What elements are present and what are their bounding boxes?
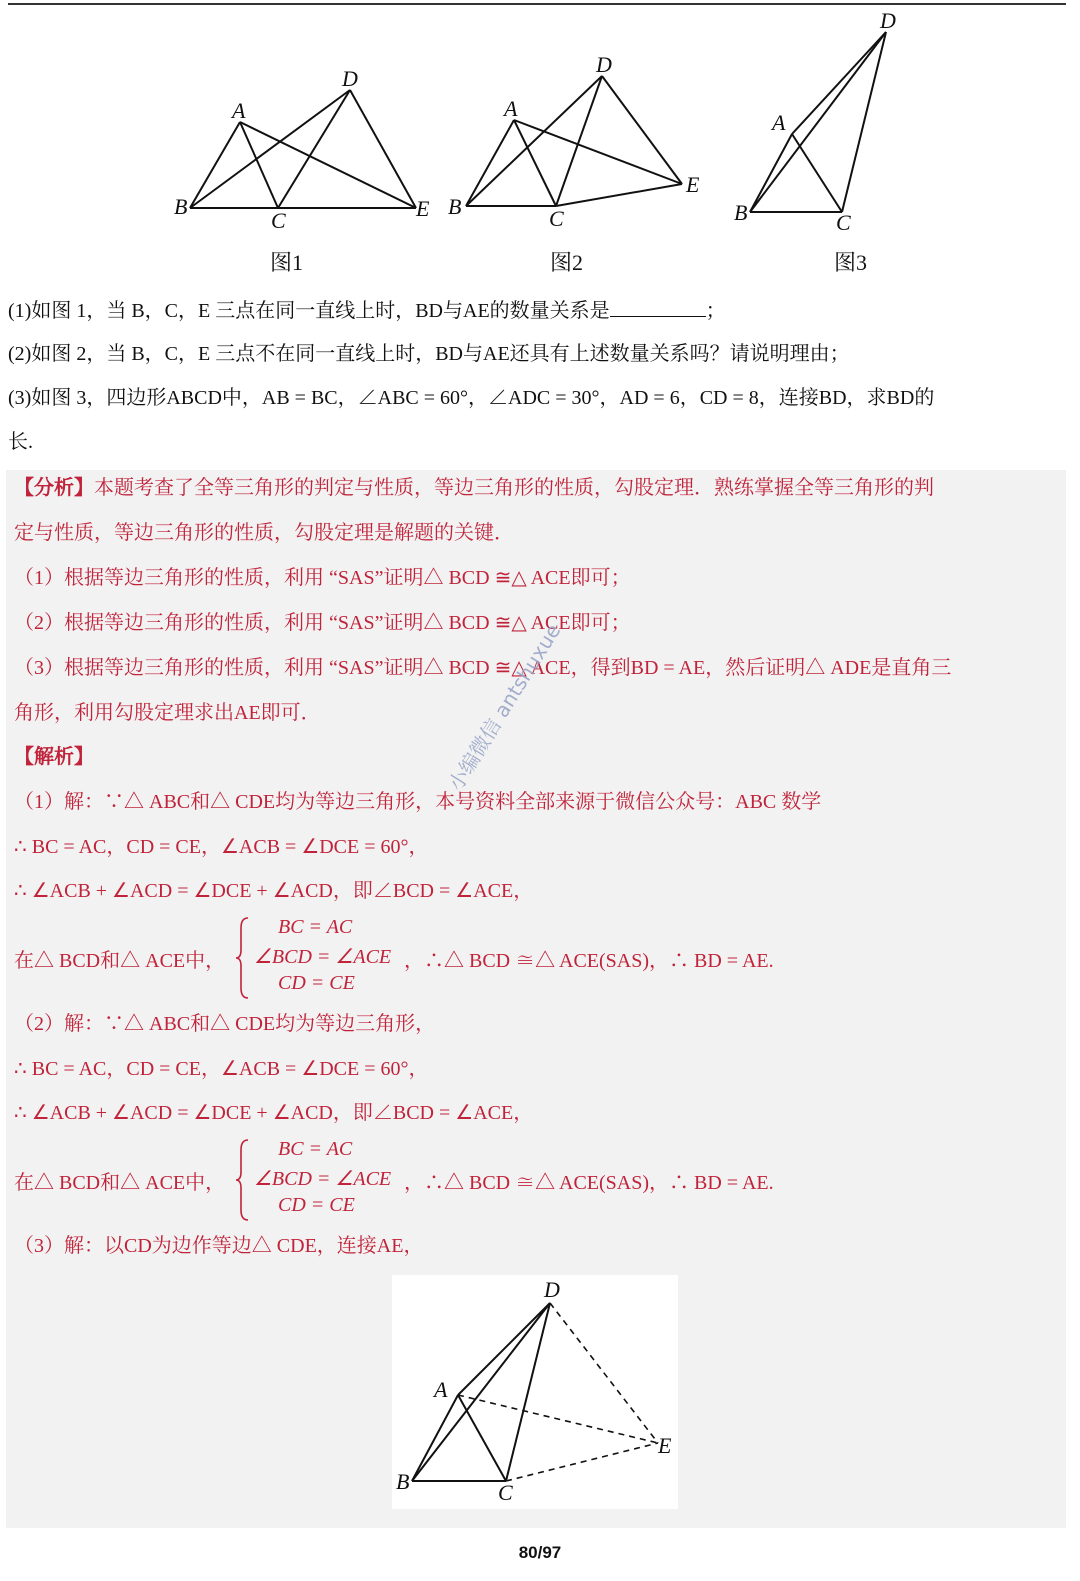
fig1-label-e: E — [416, 196, 430, 221]
figure-3-diagram — [730, 6, 910, 236]
fig2-label-e: E — [686, 172, 700, 197]
sol-label-c: C — [498, 1480, 513, 1505]
fig2-label-b: B — [448, 194, 462, 219]
solution-2-line-1: （2）解：∵△ ABC和△ CDE均为等边三角形， — [14, 1013, 436, 1035]
solution-2-line-2: ∴ BC = AC，CD = CE，∠ACB = ∠DCE = 60°， — [14, 1058, 429, 1080]
left-brace-icon — [236, 916, 250, 1000]
analysis-line-4: （2）根据等边三角形的性质，利用 “SAS”证明△ BCD ≅△ ACE即可； — [14, 612, 631, 634]
fig1-label-b: B — [174, 194, 188, 219]
solution-1-line-2: ∴ BC = AC，CD = CE，∠ACB = ∠DCE = 60°， — [14, 836, 429, 858]
question-2: (2)如图 2，当 B，C，E 三点不在同一直线上时，BD与AE还具有上述数量关系吗？请说明理由； — [8, 343, 850, 365]
solution-1-system-conclusion: ，∴△ BCD ≅△ ACE(SAS)，∴ BD = AE. — [404, 950, 774, 972]
analysis-line-2: 定与性质，等边三角形的性质，勾股定理是解题的关键． — [14, 522, 514, 544]
page-number: 80/97 — [518, 1543, 562, 1562]
sol-label-b: B — [396, 1469, 410, 1494]
solution-1-system-prefix: 在△ BCD和△ ACE中， — [14, 950, 226, 972]
figure-2 — [446, 50, 716, 240]
answer-blank — [610, 296, 706, 317]
fig3-label-a: A — [772, 110, 786, 135]
solution-2-eq-3: CD = CE — [278, 1194, 355, 1216]
figure-1 — [170, 60, 440, 240]
question-3-line-1: (3)如图 3，四边形ABCD中，AB = BC，∠ABC = 60°，∠ADC = 30°，AD = 6，CD = 8，连接BD，求BD的 — [8, 387, 935, 409]
fig3-label-b: B — [734, 200, 748, 225]
solution-2-system — [14, 1138, 814, 1222]
solution-1-line-3: ∴ ∠ACB + ∠ACD = ∠DCE + ∠ACD，即∠BCD = ∠ACE， — [14, 880, 534, 902]
solution-1-eq-1: BC = AC — [278, 916, 353, 938]
sol-label-e: E — [658, 1433, 672, 1458]
analysis-heading: 【分析】 — [14, 477, 94, 499]
fig2-label-d: D — [596, 52, 612, 77]
figure-3-caption: 图3 — [834, 250, 868, 275]
figure-1-diagram — [170, 60, 440, 240]
watermark: 小编微信 antshuxue — [443, 619, 566, 795]
solution-2-line-3: ∴ ∠ACB + ∠ACD = ∠DCE + ∠ACD，即∠BCD = ∠ACE， — [14, 1102, 534, 1124]
question-1-text: (1)如图 1，当 B，C，E 三点在同一直线上时，BD与AE的数量关系是 — [8, 300, 610, 322]
solution-3-line-1: （3）解：以CD为边作等边△ CDE，连接AE， — [14, 1235, 424, 1257]
sol-label-d: D — [544, 1277, 560, 1302]
solution-1-eq-2: ∠BCD = ∠ACE — [254, 946, 392, 968]
fig3-label-d: D — [880, 8, 896, 33]
analysis-line-6: 角形，利用勾股定理求出AE即可． — [14, 702, 321, 724]
question-3-line-2: 长. — [8, 431, 33, 453]
fig1-label-a: A — [232, 98, 246, 123]
question-1 — [8, 296, 1060, 325]
left-brace-icon — [236, 1138, 250, 1222]
sol-label-a: A — [434, 1377, 448, 1402]
solution-2-eq-1: BC = AC — [278, 1138, 353, 1160]
analysis-line-3: （1）根据等边三角形的性质，利用 “SAS”证明△ BCD ≅△ ACE即可； — [14, 567, 631, 589]
figure-2-diagram — [446, 50, 716, 240]
solution-2-system-prefix: 在△ BCD和△ ACE中， — [14, 1172, 226, 1194]
fig1-label-c: C — [271, 208, 286, 233]
figure-3 — [730, 6, 910, 236]
fig1-label-d: D — [342, 66, 358, 91]
solution-1-system — [14, 916, 814, 1000]
top-rule — [8, 3, 1066, 5]
fig2-label-c: C — [549, 206, 564, 231]
fig3-label-c: C — [836, 210, 851, 235]
figure-2-caption: 图2 — [550, 250, 584, 275]
solution-2-eq-2: ∠BCD = ∠ACE — [254, 1168, 392, 1190]
analysis-line-5: （3）根据等边三角形的性质，利用 “SAS”证明△ BCD ≅△ ACE，得到BD = AE，然后证明△ ADE是直角三 — [14, 657, 952, 679]
analysis-text-1: 本题考查了全等三角形的判定与性质，等边三角形的性质，勾股定理．熟练掌握全等三角形的判 — [94, 477, 934, 499]
solution-2-system-conclusion: ，∴△ BCD ≅△ ACE(SAS)，∴ BD = AE. — [404, 1172, 774, 1194]
solution-figure-diagram — [392, 1275, 678, 1509]
analysis-line-1 — [14, 474, 934, 502]
solution-heading: 【解析】 — [14, 746, 94, 768]
fig2-label-a: A — [504, 96, 518, 121]
figure-1-caption: 图1 — [270, 250, 304, 275]
solution-1-eq-3: CD = CE — [278, 972, 355, 994]
solution-1-line-1: （1）解：∵△ ABC和△ CDE均为等边三角形，本号资料全部来源于微信公众号：ABC 数学 — [14, 791, 822, 813]
question-1-end: ； — [705, 300, 726, 322]
solution-figure — [392, 1275, 678, 1509]
